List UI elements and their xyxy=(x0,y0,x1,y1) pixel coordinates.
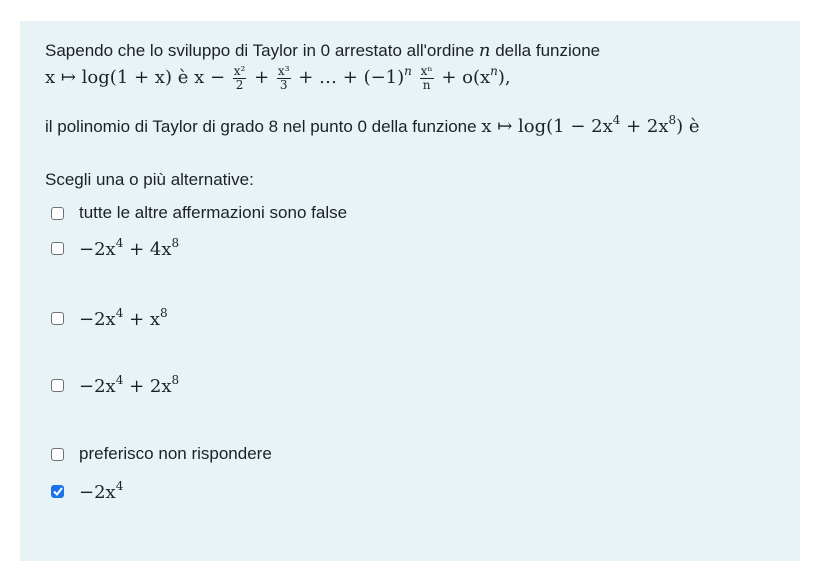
option-2[interactable] xyxy=(51,236,179,260)
option-2-label: $-2x^4 + 4x^8$ xyxy=(79,236,180,260)
question-intro: Sapendo che lo sviluppo di Taylor in 0 arrestato all'ordine xyxy=(45,41,475,60)
option-6[interactable] xyxy=(51,479,123,503)
question-panel xyxy=(20,21,800,561)
answer-prompt: Scegli una o più alternative: xyxy=(45,170,254,189)
option-4[interactable] xyxy=(51,373,179,397)
fraction-x3-over-3: $\frac{\text{x³}}{3}$ xyxy=(277,63,290,92)
option-5-label: preferisco non rispondere xyxy=(79,444,272,463)
little-o-close: ), xyxy=(497,67,511,88)
option-1[interactable] xyxy=(51,203,347,223)
question-line-1 xyxy=(45,40,600,61)
check-icon xyxy=(53,487,63,496)
option-3-label: $-2x^4 + x^8$ xyxy=(79,306,168,330)
option-6-label: $-2x^4$ xyxy=(79,479,124,503)
option-5[interactable] xyxy=(51,444,272,464)
checkbox-option-4[interactable] xyxy=(51,379,64,392)
checkbox-option-2[interactable] xyxy=(51,242,64,255)
question-line-3-math: x ↦ $\log(1 - 2x^4 + 2x^8)$ è xyxy=(481,113,700,137)
little-o: + o(x xyxy=(441,67,491,88)
formula-sep: x − xyxy=(194,67,226,88)
question-line-3-text: il polinomio di Taylor di grado 8 nel punto 0 della funzione xyxy=(45,117,477,136)
option-4-label: $-2x^4 + 2x^8$ xyxy=(79,373,180,397)
question-della-funzione: della funzione xyxy=(495,41,601,60)
formula-map: x ↦ log(1 + x) è xyxy=(45,67,189,88)
plus-sign: + xyxy=(254,67,270,88)
fraction-x2-over-2: $\frac{\text{x²}}{2}$ xyxy=(233,63,246,92)
formula-dots: + … + (−1) xyxy=(298,67,405,88)
fraction-xn-over-n: $\frac{\text{xⁿ}}{n}$ xyxy=(420,63,433,92)
question-line-3 xyxy=(45,113,700,137)
checkbox-option-3[interactable] xyxy=(51,312,64,325)
var-n: n xyxy=(478,40,491,61)
checkbox-option-5[interactable] xyxy=(51,448,64,461)
checkbox-option-6[interactable] xyxy=(51,485,64,498)
sup-n-2: n xyxy=(490,64,498,78)
option-1-label: tutte le altre affermazioni sono false xyxy=(79,203,348,222)
option-3[interactable] xyxy=(51,306,168,330)
checkbox-option-1[interactable] xyxy=(51,207,64,220)
sup-n: n xyxy=(404,64,412,78)
question-line-2 xyxy=(45,64,511,104)
